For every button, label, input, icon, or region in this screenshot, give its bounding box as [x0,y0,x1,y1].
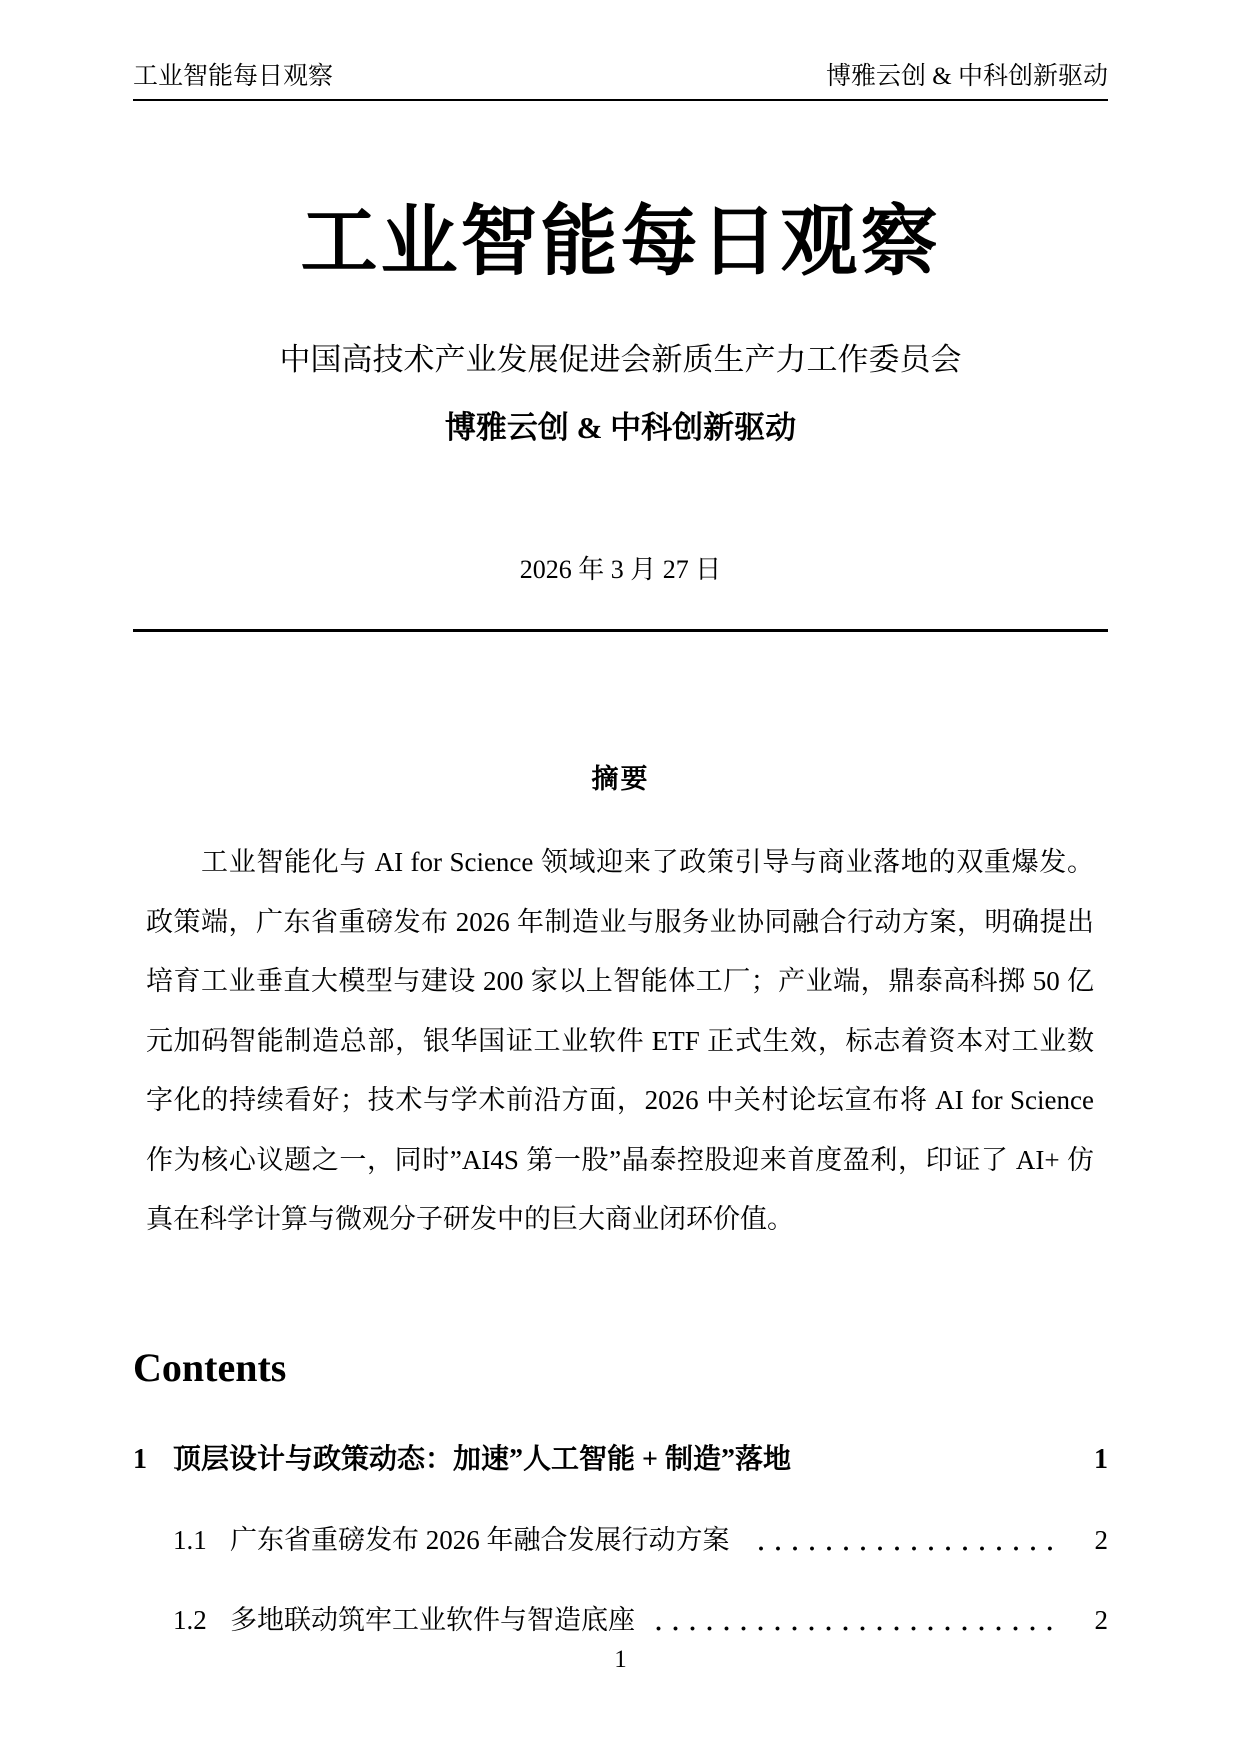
toc-entry-title: 多地联动筑牢工业软件与智造底座 [230,1605,635,1635]
abstract-paragraph: 工业智能化与 AI for Science 领域迎来了政策引导与商业落地的双重爆发。政策端，广东省重磅发布 2026 年制造业与服务业协同融合行动方案，明确提出培育工业垂直大模型与建设 200 家以上智能体工厂；产业端，鼎泰高科掷 50 亿元加码智能制造总部，银华国证工业软件 ETF 正式生效，标志着资本对工业数字化的持续看好；技术与学术前沿方面，2026 中关村论坛宣布将 AI for Science 作为核心议题之一，同时”AI4S 第一股”晶泰控股迎来首度盈利，印证了 AI+ 仿真在科学计算与微观分子研发中的巨大商业闭环价值。 [146,847,1094,1234]
document-date: 2026 年 3 月 27 日 [519,555,722,584]
toc-entry-number: 1 [133,1444,147,1475]
header-rule [133,99,1108,101]
toc-entry-number: 1.1 [173,1525,207,1555]
toc-entry-page: 2 [1094,1525,1108,1555]
toc-entry-number: 1.2 [173,1605,207,1635]
toc-dotted-leader [748,1546,1065,1551]
document-authors: 博雅云创 & 中科创新驱动 [444,410,797,445]
document-subtitle: 中国高技术产业发展促进会新质生产力工作委员会 [279,342,962,377]
abstract-heading: 摘要 [591,764,650,794]
footer-page-number: 1 [614,1646,627,1673]
toc-entry-title: 广东省重磅发布 2026 年融合发展行动方案 [230,1525,730,1555]
toc-entry-page: 1 [1094,1444,1108,1475]
document-title: 工业智能每日观察 [300,199,941,285]
header-left-title: 工业智能每日观察 [133,63,334,90]
toc-dotted-leader [653,1626,1064,1631]
table-of-contents [133,1437,1108,1637]
header-right-title: 博雅云创 & 中科创新驱动 [826,63,1108,90]
toc-heading: Contents [133,1345,287,1390]
toc-entry-subsection-1-2 [133,1598,1108,1637]
page-header [133,62,1108,92]
titleblock-divider-rule [133,629,1108,632]
toc-entry-title: 顶层设计与政策动态：加速”人工智能 + 制造”落地 [173,1444,791,1475]
toc-entry-section-1 [133,1437,1108,1477]
toc-entry-page: 2 [1094,1605,1108,1635]
toc-entry-subsection-1-1 [133,1518,1108,1557]
